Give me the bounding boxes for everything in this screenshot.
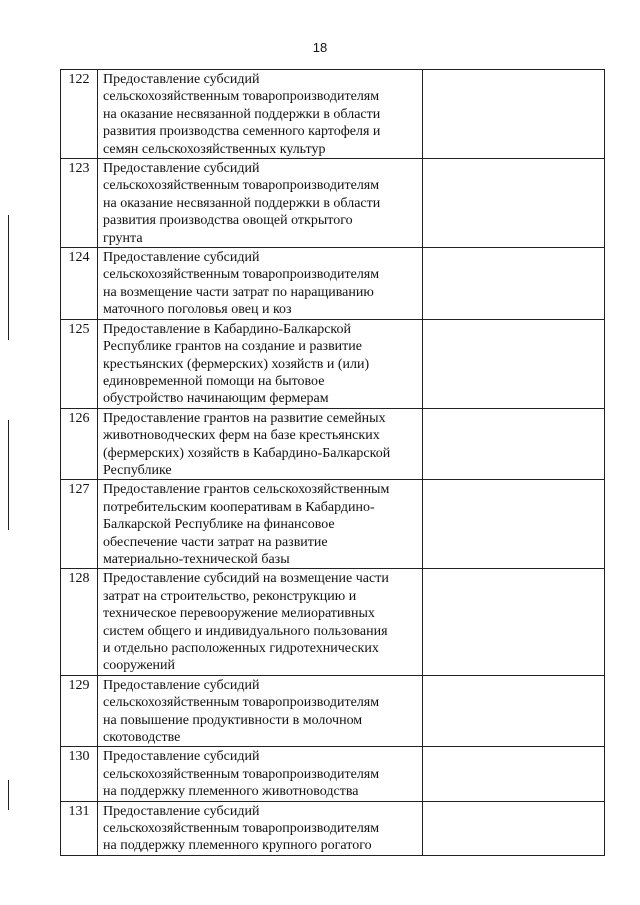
table-row (61, 747, 605, 801)
row-number: 130 (61, 747, 98, 801)
table-row (61, 319, 605, 408)
table-row (61, 408, 605, 480)
description-line: техническое перевооружение мелиоративных (103, 606, 375, 622)
description-line: Предоставление субсидий (103, 803, 260, 819)
description-line: на поддержку племенного животноводства (103, 784, 359, 800)
description-line: материально-технической базы (103, 551, 290, 567)
row-description (98, 480, 423, 569)
description-line: Предоставление субсидий (103, 677, 260, 693)
description-line: Предоставление субсидий на возмещение части (103, 571, 389, 587)
description-line: развития производства семенного картофеля и (103, 124, 381, 140)
table-row (61, 675, 605, 747)
margin-scan-line (8, 215, 9, 340)
description-line: Предоставление грантов на развитие семейных (103, 410, 386, 426)
table-row (61, 159, 605, 248)
row-number: 126 (61, 408, 98, 480)
description-line: Предоставление субсидий (103, 161, 260, 177)
table-body (61, 70, 605, 856)
description-line: грунта (103, 230, 143, 246)
description-line: затрат на строительство, реконструкцию и (103, 588, 357, 604)
empty-cell (423, 70, 605, 159)
description-line: и отдельно расположенных гидротехнических (103, 641, 379, 656)
empty-cell (423, 408, 605, 480)
description-line: Предоставление в Кабардино-Балкарской (103, 321, 352, 337)
description-line: крестьянских (фермерских) хозяйств и (или) (103, 356, 370, 372)
row-description (98, 747, 423, 801)
description-line: обеспечение части затрат на развитие (103, 534, 328, 550)
row-number: 127 (61, 480, 98, 569)
row-description (98, 319, 423, 408)
empty-cell (423, 480, 605, 569)
description-line: сельскохозяйственным товаропроизводителям (103, 178, 380, 194)
description-line: скотоводстве (103, 730, 181, 746)
description-line: сельскохозяйственным товаропроизводителям (103, 89, 380, 105)
description-line: сооружений (103, 658, 176, 674)
row-number: 128 (61, 569, 98, 675)
description-line: развития производства овощей открытого (103, 213, 353, 229)
row-description (98, 569, 423, 675)
description-line: на поддержку племенного крупного рогатого (103, 838, 372, 854)
table-row (61, 801, 605, 855)
empty-cell (423, 569, 605, 675)
empty-cell (423, 747, 605, 801)
table-row (61, 248, 605, 320)
description-line: Республике грантов на создание и развитие (103, 339, 362, 355)
description-line: семян сельскохозяйственных культур (103, 141, 326, 157)
row-number: 129 (61, 675, 98, 747)
description-line: Балкарской Республике на финансовое (103, 517, 335, 533)
description-line: Предоставление грантов сельскохозяйственным (103, 482, 390, 498)
row-description (98, 248, 423, 320)
row-description (98, 70, 423, 159)
description-line: на оказание несвязанной поддержки в области (103, 195, 381, 211)
description-line: Республике (103, 462, 172, 478)
margin-scan-line (8, 420, 9, 530)
row-number: 122 (61, 70, 98, 159)
row-description (98, 801, 423, 855)
description-line: маточного поголовья овец и коз (103, 302, 292, 318)
description-line: на повышение продуктивности в молочном (103, 712, 363, 728)
table-row (61, 569, 605, 675)
description-line: сельскохозяйственным товаропроизводителям (103, 821, 380, 837)
description-line: Предоставление субсидий (103, 72, 260, 87)
margin-scan-line (8, 780, 9, 810)
row-number: 124 (61, 248, 98, 320)
description-line: единовременной помощи на бытовое (103, 373, 325, 389)
row-description (98, 675, 423, 747)
description-line: на оказание несвязанной поддержки в области (103, 106, 381, 122)
row-number: 125 (61, 319, 98, 408)
description-line: сельскохозяйственным товаропроизводителям (103, 695, 380, 711)
description-line: сельскохозяйственным товаропроизводителям (103, 267, 380, 283)
description-line: потребительским кооперативам в Кабардино- (103, 499, 375, 515)
row-number: 131 (61, 801, 98, 855)
row-description (98, 159, 423, 248)
description-line: систем общего и индивидуального пользования (103, 623, 388, 639)
row-number: 123 (61, 159, 98, 248)
empty-cell (423, 159, 605, 248)
description-line: (фермерских) хозяйств в Кабардино-Балкарской (103, 445, 391, 461)
description-line: сельскохозяйственным товаропроизводителям (103, 766, 380, 782)
document-table (60, 69, 605, 856)
page-number: 18 (312, 40, 328, 55)
row-description (98, 408, 423, 480)
description-line: Предоставление субсидий (103, 250, 260, 266)
empty-cell (423, 319, 605, 408)
description-line: на возмещение части затрат по наращиванию (103, 284, 374, 300)
empty-cell (423, 248, 605, 320)
empty-cell (423, 801, 605, 855)
description-line: животноводческих ферм на базе крестьянских (103, 428, 380, 444)
description-line: обустройство начинающим фермерам (103, 391, 329, 407)
description-line: Предоставление субсидий (103, 749, 260, 765)
table-row (61, 480, 605, 569)
empty-cell (423, 675, 605, 747)
table-row (61, 70, 605, 159)
